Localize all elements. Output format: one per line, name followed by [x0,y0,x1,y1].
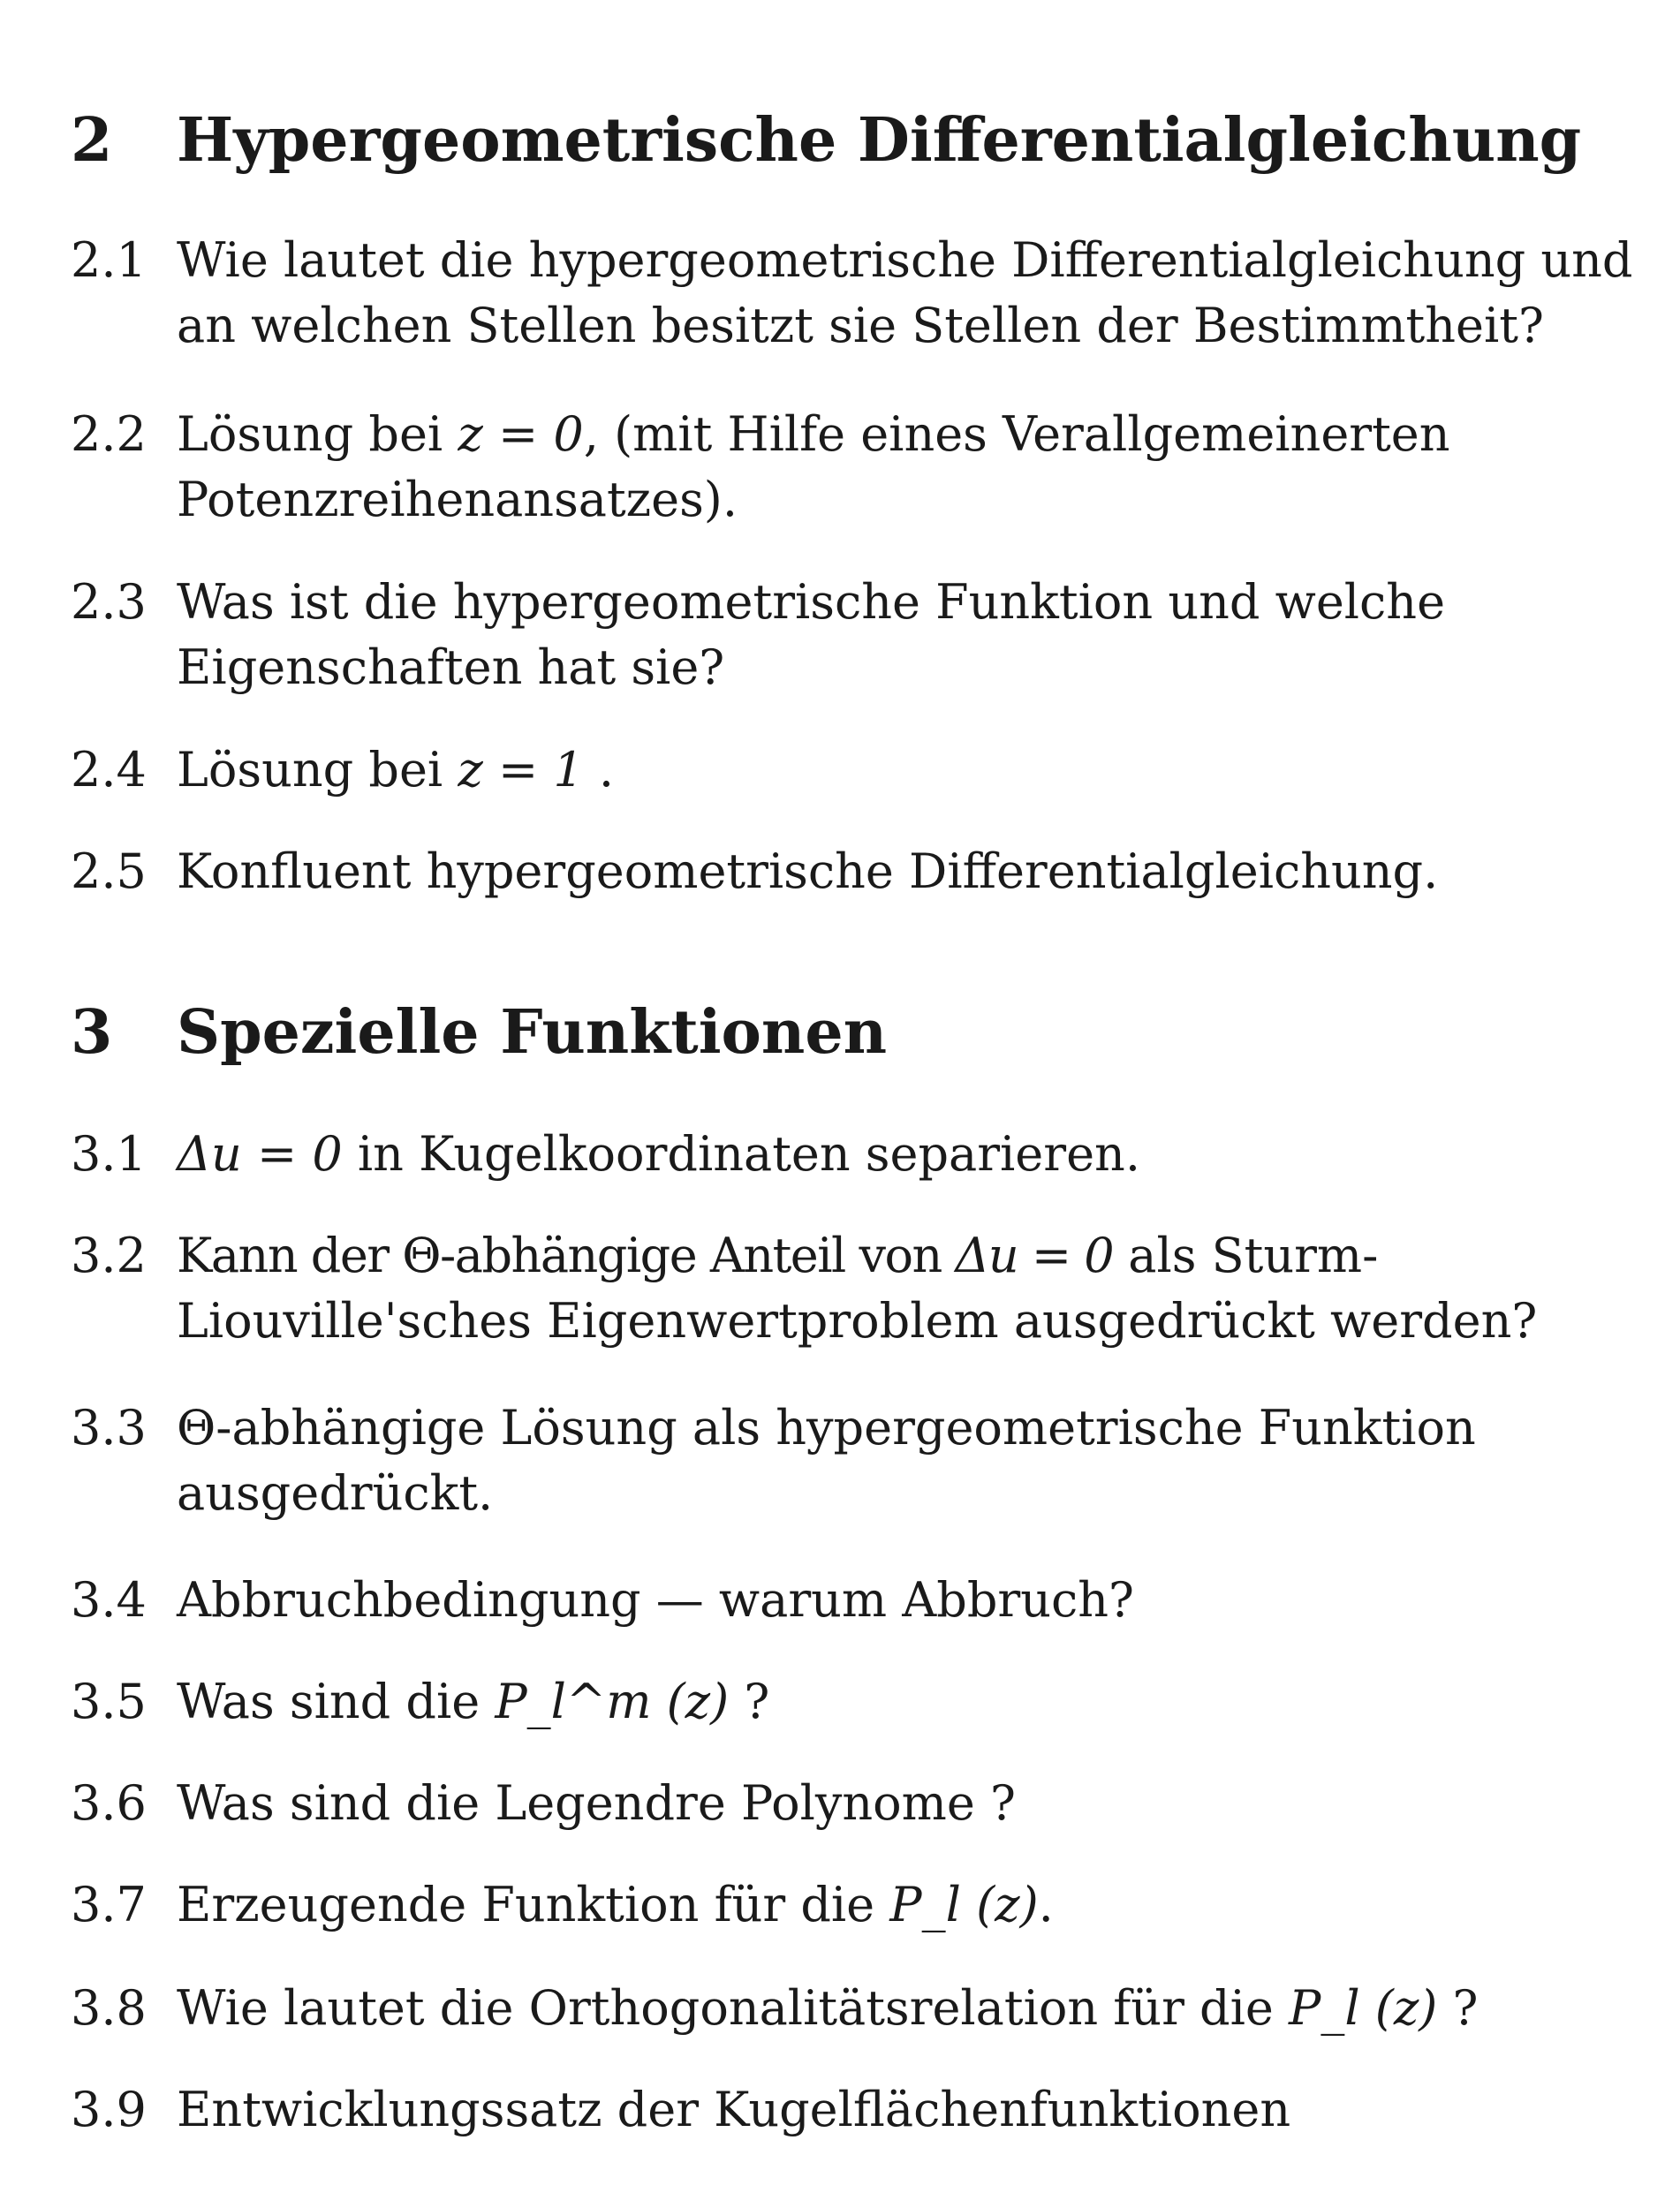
item-text: Was sind die Legendre Polynome ? [177,1775,1016,1831]
item-text-pre: Lösung bei [177,742,458,798]
math-expression: P_l (z) [889,1877,1039,1932]
item-text: Wie lautet die hypergeometrische Differentialgleichung und an welchen Stellen besitzt sie Stellen der Bestimmtheit? [177,232,1633,353]
item-text-pre: Wie lautet die Orthogonalitätsrelation für die [177,1980,1290,2036]
item-number: 3.6 [71,1775,147,1831]
list-item-2-2 [71,402,1662,533]
item-number: 2.4 [71,742,147,798]
math-expression: P_l (z) [1289,1980,1438,2036]
item-text [177,737,1662,803]
item-number: 3.2 [71,1228,147,1283]
item-text [177,1976,1662,2041]
item-number: 2.5 [71,843,147,899]
item-text-pre: Was sind die [177,1674,496,1729]
item-text: Θ-abhängige Lösung als hypergeometrische Funktion ausgedrückt. [177,1400,1476,1521]
item-text [177,402,1662,533]
item-number: 3.7 [71,1877,147,1932]
list-item-3-4 [71,1568,1662,1633]
list-item-3-7 [71,1872,1662,1938]
section-3-heading [71,997,888,1068]
item-number: 3.8 [71,1980,147,2036]
item-text-pre: Lösung bei [177,406,458,462]
item-number: 3.9 [71,2082,147,2137]
list-item-3-1 [71,1122,1662,1187]
item-text [177,1669,1662,1735]
item-text [177,1223,1662,1354]
list-item-2-3 [71,570,1662,700]
item-text-post: , (mit Hilfe eines Verallgemeinerten Potenzreihenansatzes). [177,406,1450,527]
section-3-title: Spezielle Funktionen [177,997,888,1068]
item-text-post: in Kugelkoordinaten separieren. [342,1126,1140,1182]
list-item-3-8 [71,1976,1662,2041]
item-text: Konfluent hypergeometrische Differentialgleichung. [177,843,1439,899]
list-item-2-4 [71,737,1662,803]
item-text-post: ? [1437,1980,1479,2036]
math-expression: Δu = 0 [177,1126,343,1182]
section-2-number: 2 [71,105,113,176]
item-text [177,1122,1662,1187]
item-text-post: . [583,742,615,798]
section-2-heading [71,105,1582,176]
list-item-3-3 [71,1395,1662,1526]
item-text-pre: Kann der Θ-abhängige Anteil von [177,1228,956,1283]
item-text-pre: Erzeugende Funktion für die [177,1877,890,1932]
item-number: 2.2 [71,406,147,462]
item-text-post: ? [729,1674,770,1729]
math-expression: z = 1 [458,742,584,798]
item-number: 3.3 [71,1400,147,1456]
math-expression: Δu = 0 [955,1228,1114,1283]
item-text: Abbruchbedingung — warum Abbruch? [177,1572,1134,1628]
math-expression: P_l^m (z) [495,1674,730,1729]
list-item-2-5 [71,839,1662,904]
item-number: 2.1 [71,232,147,288]
list-item-3-5 [71,1669,1662,1735]
item-text: Entwicklungssatz der Kugelflächenfunktionen [177,2082,1291,2137]
list-item-3-6 [71,1771,1662,1836]
list-item-3-9 [71,2077,1662,2143]
list-item-3-2 [71,1223,1662,1354]
math-expression: z = 0 [458,406,584,462]
item-text-post: als Sturm-Liouville'sches Eigenwertproblem ausgedrückt werden? [177,1228,1538,1349]
section-3-number: 3 [71,997,113,1068]
item-text: Was ist die hypergeometrische Funktion und welche Eigenschaften hat sie? [177,574,1446,695]
item-number: 3.5 [71,1674,147,1729]
item-text-post: . [1038,1877,1054,1932]
item-number: 3.1 [71,1126,147,1182]
item-number: 2.3 [71,574,147,630]
item-number: 3.4 [71,1572,147,1628]
section-2-title: Hypergeometrische Differentialgleichung [177,105,1582,176]
item-text [177,1872,1662,1938]
list-item-2-1 [71,228,1662,359]
